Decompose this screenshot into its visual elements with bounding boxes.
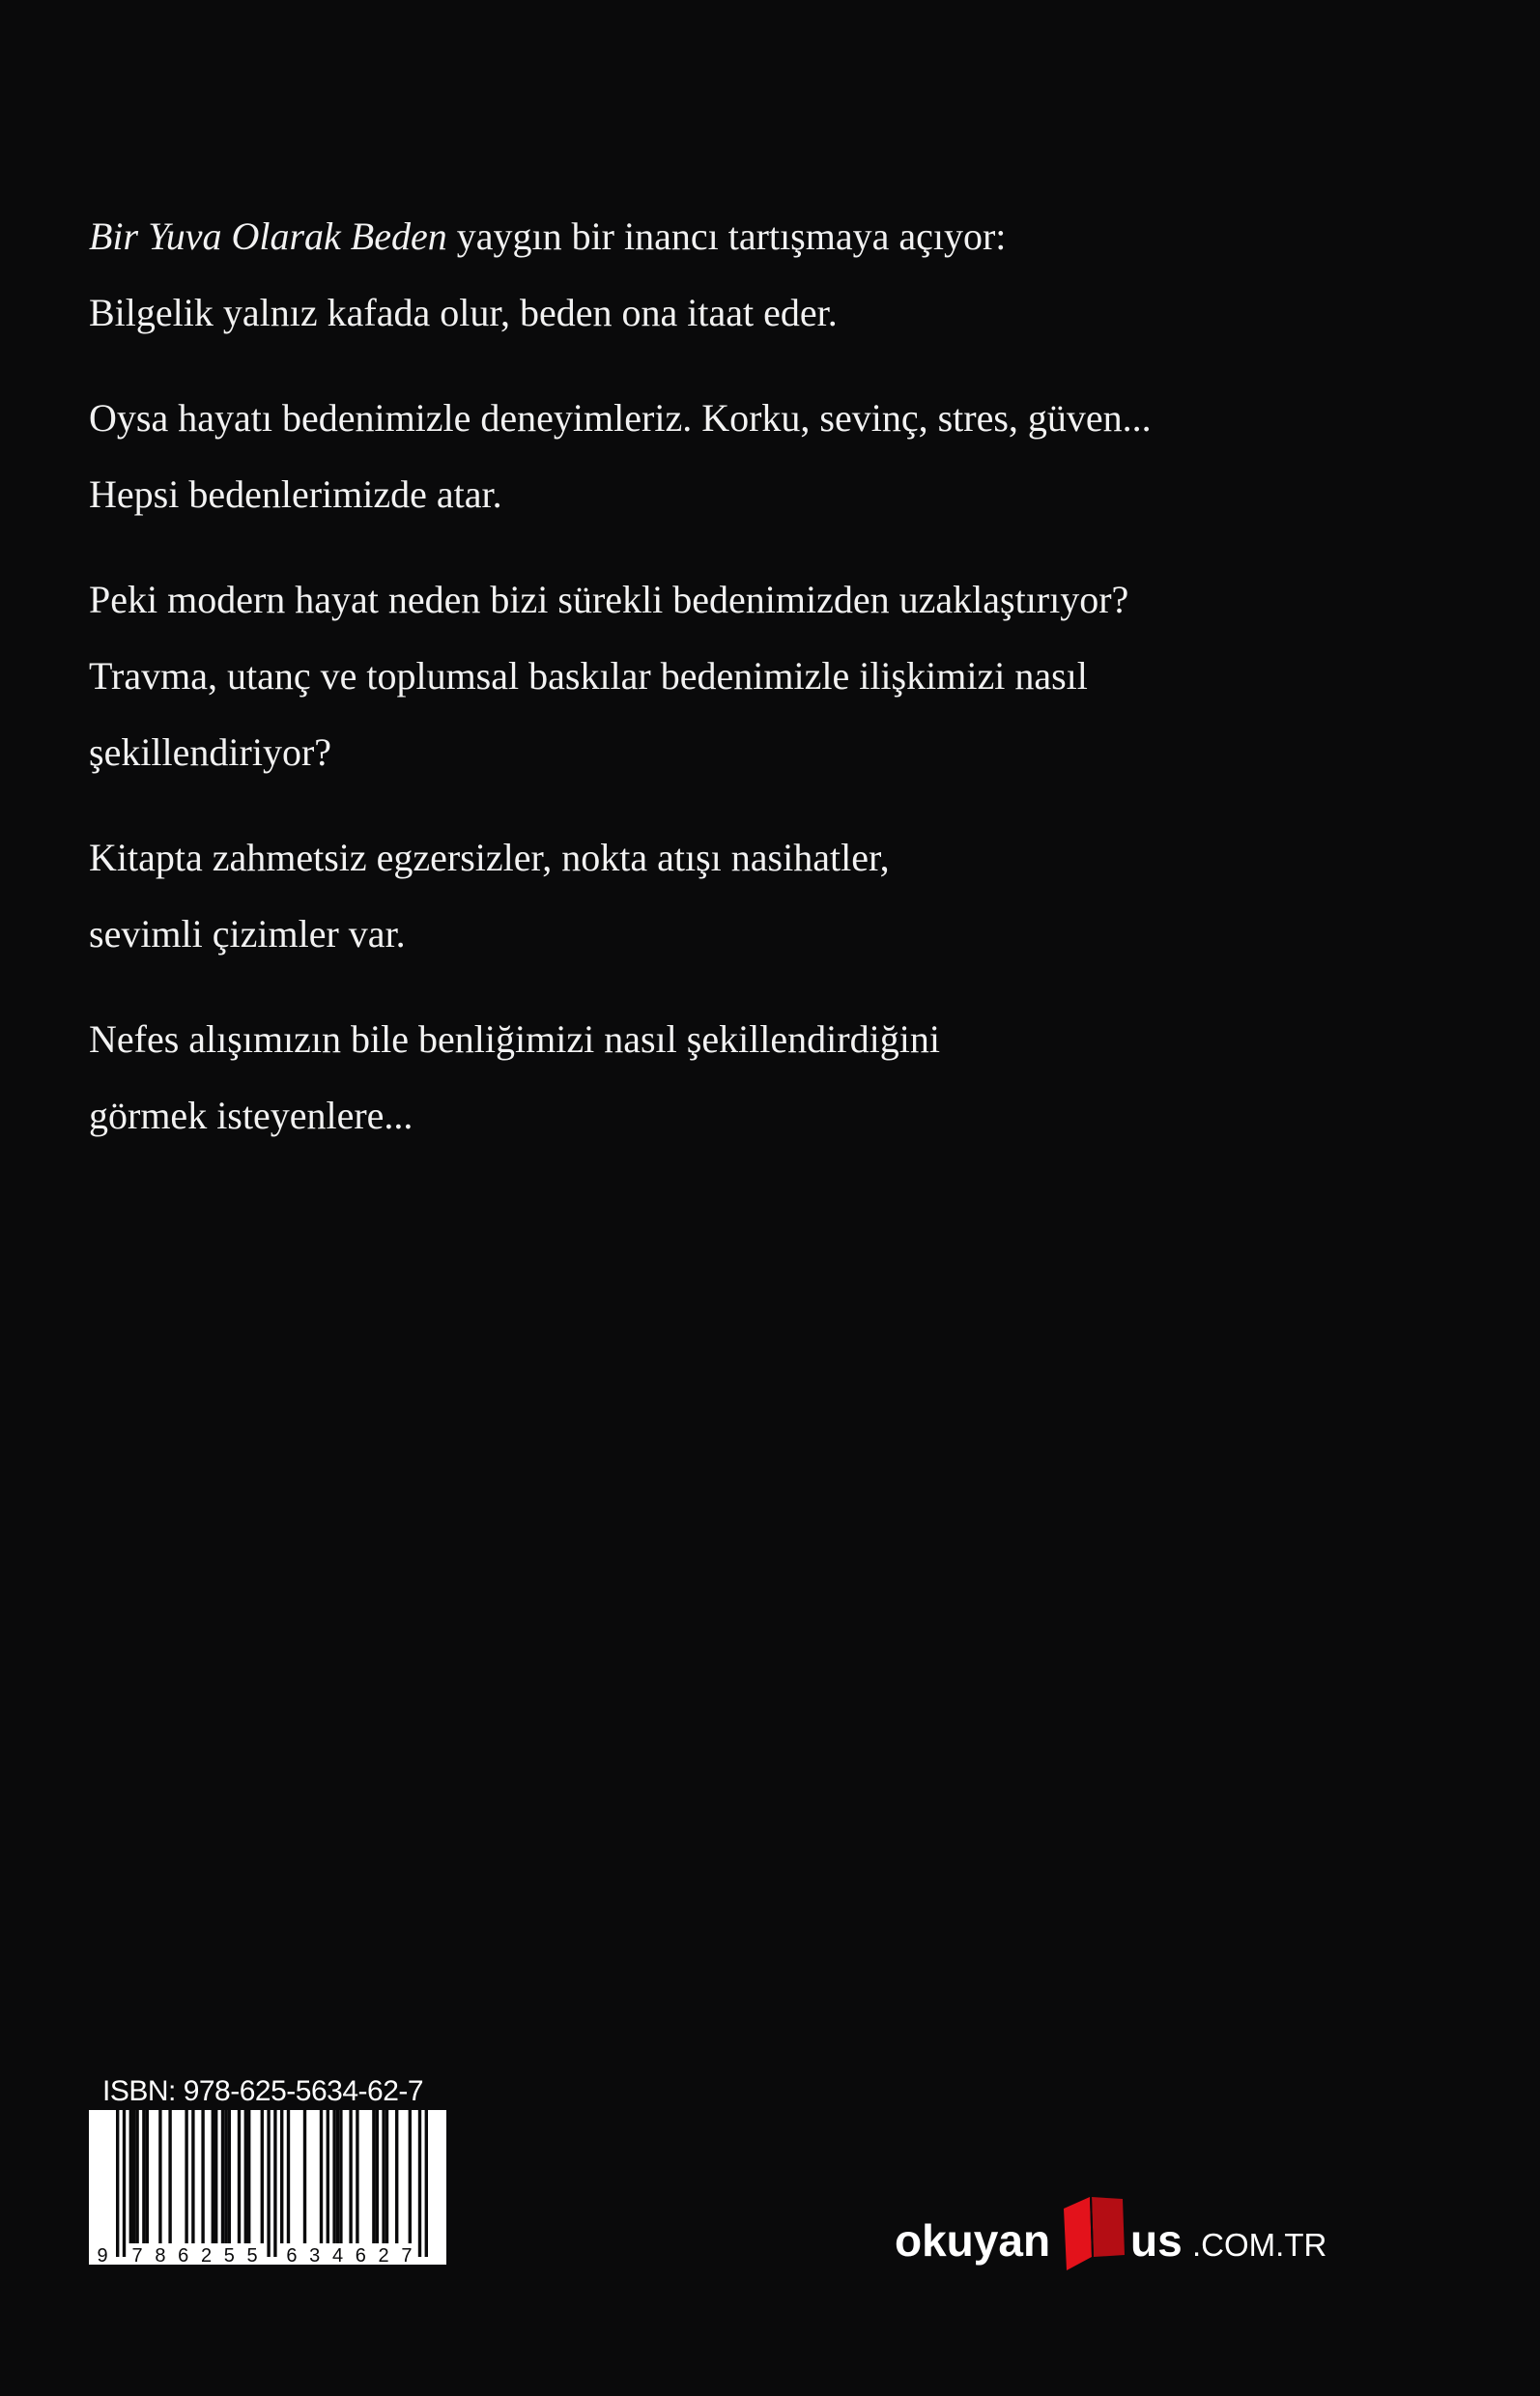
barcode-bar: [214, 2110, 217, 2243]
barcode-bar: [212, 2110, 214, 2243]
barcode-bar: [409, 2110, 412, 2243]
barcode-bar: [425, 2110, 428, 2257]
barcode-bar: [339, 2110, 342, 2243]
open-red-book-logo-icon: [1064, 2197, 1125, 2270]
isbn-barcode-block: [89, 2075, 446, 2265]
barcode-digit: 6: [286, 2245, 298, 2265]
book-title-italic: Bir Yuva Olarak Beden: [89, 214, 447, 258]
publisher-name-left: okuyan: [895, 2215, 1051, 2266]
barcode-bar: [201, 2110, 204, 2243]
barcode-bar: [303, 2110, 306, 2243]
barcode-bar: [129, 2110, 132, 2243]
barcode-bar: [238, 2110, 241, 2243]
barcode-bar: [332, 2110, 335, 2243]
barcode-digit: 7: [131, 2245, 143, 2265]
barcode-bar: [158, 2110, 161, 2243]
barcode-bar: [191, 2110, 194, 2243]
barcode-bar: [280, 2110, 283, 2243]
publisher-domain: .COM.TR: [1192, 2227, 1327, 2263]
barcode-digit: 8: [155, 2245, 166, 2265]
barcode-bar: [168, 2110, 171, 2243]
barcode-bar: [267, 2110, 270, 2257]
blurb-line: görmek isteyenlere...: [89, 1094, 414, 1137]
barcode-bar: [385, 2110, 388, 2243]
barcode-bar: [116, 2110, 119, 2257]
blurb-line: sevimli çizimler var.: [89, 912, 406, 956]
barcode-digit: 3: [309, 2245, 321, 2265]
barcode-bar: [336, 2110, 339, 2243]
barcode-bar: [247, 2110, 250, 2243]
barcode-bar: [146, 2110, 149, 2243]
barcode-bar: [327, 2110, 329, 2243]
barcode-digit: 2: [378, 2245, 389, 2265]
blurb-line: Travma, utanç ve toplumsal baskılar bedenimizle ilişkimizi nasıl: [89, 654, 1088, 698]
blurb-paragraph-1: [89, 198, 1461, 351]
barcode-bar: [356, 2110, 358, 2243]
barcode-bar: [372, 2110, 375, 2243]
barcode-digit: 4: [331, 2245, 344, 2265]
barcode-bar: [244, 2110, 247, 2243]
blurb-paragraph-5: [89, 1001, 1461, 1154]
isbn-label: ISBN: 978-625-5634-62-7: [102, 2075, 424, 2107]
barcode-bar: [382, 2110, 385, 2243]
barcode-digit: 5: [246, 2245, 258, 2265]
barcode-bar: [142, 2110, 145, 2243]
barcode-bar: [349, 2110, 352, 2243]
barcode-bar: [221, 2110, 224, 2243]
barcode-bar: [418, 2110, 421, 2257]
blurb-line: Kitapta zahmetsiz egzersizler, nokta atışı nasihatler,: [89, 836, 890, 879]
barcode-bar: [287, 2110, 290, 2243]
barcode-digit: 2: [200, 2245, 213, 2265]
barcode-digit: 9: [97, 2245, 108, 2265]
back-cover-blurb: [89, 198, 1461, 1183]
blurb-line: şekillendiriyor?: [89, 730, 332, 774]
barcode-bar: [132, 2110, 135, 2243]
blurb-line: Oysa hayatı bedenimizle deneyimleriz. Korku, sevinç, stres, güven...: [89, 396, 1152, 440]
blurb-line: Hepsi bedenlerimizde atar.: [89, 472, 502, 516]
barcode: [89, 2110, 446, 2265]
blurb-paragraph-2: [89, 380, 1461, 532]
barcode-bar: [224, 2110, 227, 2243]
publisher-name-right: us: [1130, 2215, 1183, 2266]
blurb-paragraph-4: [89, 819, 1461, 972]
blurb-line: Peki modern hayat neden bizi sürekli bedenimizden uzaklaştırıyor?: [89, 578, 1129, 621]
publisher-logo: [895, 2182, 1329, 2278]
blurb-line: Bilgelik yalnız kafada olur, beden ona itaat eder.: [89, 291, 838, 334]
barcode-digit: 5: [223, 2245, 235, 2265]
barcode-bar: [123, 2110, 126, 2257]
blurb-paragraph-3: [89, 561, 1461, 790]
barcode-bar: [135, 2110, 138, 2243]
barcode-digit: 6: [355, 2245, 366, 2265]
blurb-line: Nefes alışımızın bile benliğimizi nasıl şekillendirdiğini: [89, 1017, 940, 1061]
barcode-bar: [376, 2110, 379, 2243]
barcode-digit: 6: [178, 2245, 189, 2265]
barcode-bar: [320, 2110, 323, 2243]
barcode-digit: 7: [401, 2245, 413, 2265]
blurb-line: [89, 198, 1461, 274]
barcode-bar: [185, 2110, 187, 2243]
blurb-line-rest: yaygın bir inancı tartışmaya açıyor:: [446, 214, 1007, 258]
barcode-bar: [261, 2110, 264, 2243]
barcode-bar: [395, 2110, 398, 2243]
barcode-bar: [228, 2110, 231, 2243]
barcode-bar: [273, 2110, 276, 2257]
